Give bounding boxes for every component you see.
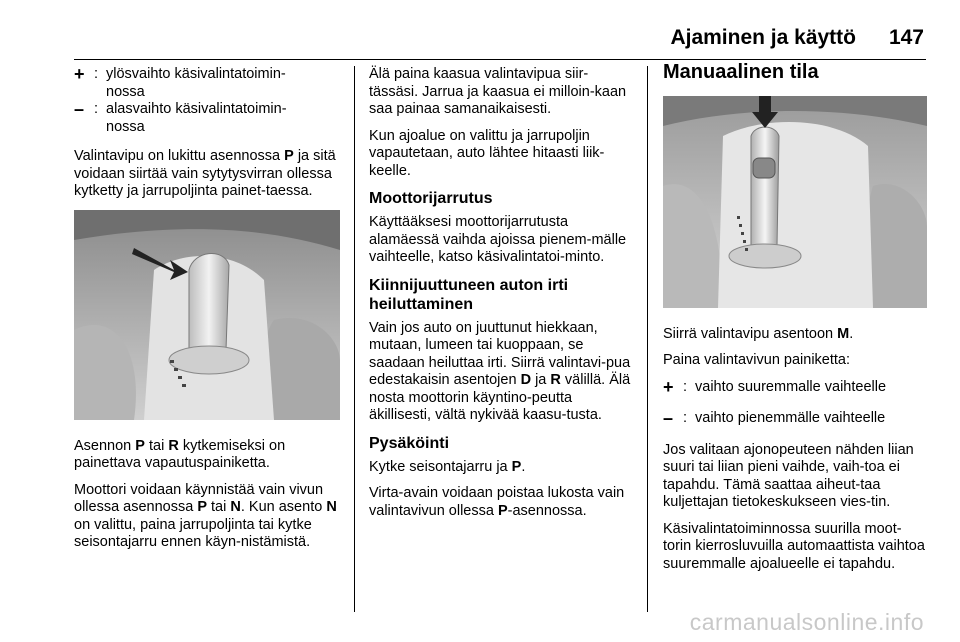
shift-symbol-list xyxy=(74,66,342,136)
list-item-downshift xyxy=(663,410,927,428)
paragraph-rocking-free: Vain jos auto on juuttunut hiekkaan, mutaan, lumeen tai kuoppaan, se saadaan heiluttaa irti. Siirrä valintavi-pua edestakaisin asentojen D ja R välillä. Älä nosta moottorin käyntino-peutta äkillisesti, vältä nykivää kaasu-tusta. xyxy=(369,319,631,423)
paragraph-engine-start: Moottori voidaan käynnistää vain vivun ollessa asennossa P tai N. Kun asento N on valittu, paina jarrupoljinta tai kytke seisontajarru ennen käyn-nistämistä. xyxy=(74,481,337,550)
plus-icon: + xyxy=(663,376,674,397)
paragraph-lock: Valintavipu on lukittu asennossa P ja sitä voidaan siirtää vain sytytysvirran ollessa kytketty ja jarrupoljinta painet-taessa. xyxy=(74,148,336,199)
list-item-downshift xyxy=(74,101,342,136)
column-divider xyxy=(354,66,355,612)
section-title: Manuaalinen tila xyxy=(663,61,819,83)
paragraph-press-button: Paina valintavivun painiketta: xyxy=(663,352,851,368)
list-item-upshift xyxy=(74,66,342,101)
paragraph-select-m: Siirrä valintavipu asentoon M. xyxy=(663,325,854,342)
column-divider xyxy=(647,66,648,612)
list-item-text: vaihto suuremmalle vaihteelle xyxy=(695,378,887,395)
list-colon: : xyxy=(94,66,99,82)
list-item-text: ylösvaihto käsivalintatoimin- nossa xyxy=(106,66,286,100)
plus-icon: + xyxy=(74,64,85,84)
minus-icon: – xyxy=(663,408,674,428)
paragraph-gear-too-high-low: Jos valitaan ajonopeuteen nähden liian suuri tai liian pieni vaihde, vaih-toa ei tapahdu. Tämä saattaa aiheut-taa kuljettajan tietokeskukseen vies-tin. xyxy=(663,441,914,510)
list-colon: : xyxy=(683,378,688,395)
list-item-text: alasvaihto käsivalintatoimin- nossa xyxy=(106,101,287,135)
watermark: carmanualsonline.info xyxy=(689,609,924,635)
heading-rocking-free: Kiinnijuuttuneen auton irti heiluttaminen xyxy=(369,276,569,313)
list-colon: : xyxy=(94,101,99,117)
column-right xyxy=(663,62,927,582)
manual-shift-list xyxy=(663,376,927,428)
gear-lever-photo-release-button xyxy=(74,210,340,420)
column-left xyxy=(74,66,342,561)
header-rule xyxy=(74,59,926,60)
heading-parking: Pysäköinti xyxy=(369,434,450,452)
paragraph-creep: Kun ajoalue on valittu ja jarrupoljin vapautetaan, auto lähtee hitaasti liik-keelle. xyxy=(369,127,605,179)
column-middle xyxy=(369,66,633,529)
list-item-upshift xyxy=(663,376,927,397)
paragraph-release-button: Asennon P tai R kytkemiseksi on painettava vapautuspainiketta. xyxy=(74,437,286,471)
paragraph-no-auto-upshift: Käsivalintatoiminnossa suurilla moot-torin kierrosluvuilla automaattista vaihtoa suuremmalle ajoalueelle ei tapahdu. xyxy=(663,520,925,572)
paragraph-no-throttle: Älä paina kaasua valintavipua siir-tässäsi. Jarrua ja kaasua ei milloin-kaan saa painaa samanaikaisesti. xyxy=(369,66,627,117)
list-item-text: vaihto pienemmälle vaihteelle xyxy=(695,410,886,426)
page-number: 147 xyxy=(888,26,924,49)
paragraph-engine-braking: Käyttääksesi moottorijarrutusta alamäessä vaihda ajoissa pienem-mälle vaihteelle, katso käsivalintatoi-minto. xyxy=(369,214,627,265)
paragraph-parking-brake: Kytke seisontajarru ja P. xyxy=(369,458,526,475)
list-colon: : xyxy=(683,410,688,426)
minus-icon: – xyxy=(74,99,85,119)
paragraph-key-removal: Virta-avain voidaan poistaa lukosta vain valintavivun ollessa P-asennossa. xyxy=(369,485,625,519)
heading-engine-braking: Moottorijarrutus xyxy=(369,190,493,207)
page-header xyxy=(0,0,960,60)
gear-lever-photo-manual-mode xyxy=(663,96,927,308)
chapter-title: Ajaminen ja käyttö xyxy=(670,26,856,49)
